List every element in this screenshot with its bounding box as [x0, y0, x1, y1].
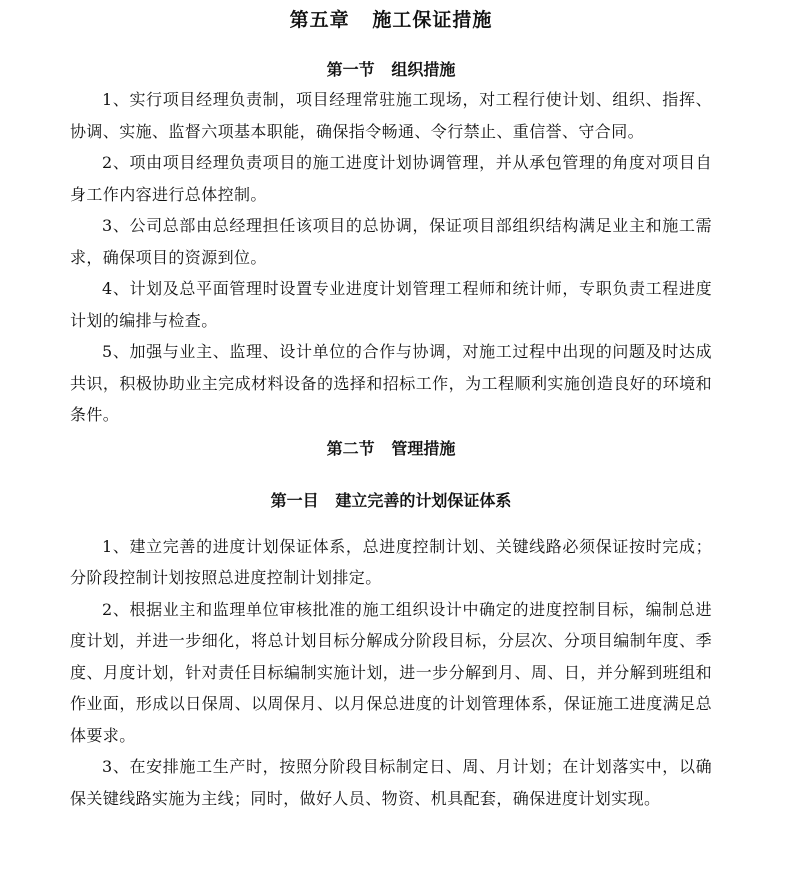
chapter-title: 第五章 施工保证措施	[289, 9, 493, 31]
section-title-organization: 第一节 组织措施	[326, 60, 456, 79]
paragraph: 3、在安排施工生产时，按照分阶段目标制定日、周、月计划；在计划落实中，以确保关键线路实施为主线；同时，做好人员、物资、机具配套，确保进度计划实现。	[70, 757, 712, 808]
paragraph: 2、项由项目经理负责项目的施工进度计划协调管理，并从承包管理的角度对项目自身工作内容进行总体控制。	[70, 153, 712, 204]
subsection-title-plan-system: 第一目 建立完善的计划保证体系	[270, 490, 512, 510]
paragraph: 3、公司总部由总经理担任该项目的总协调，保证项目部组织结构满足业主和施工需求，确保项目的资源到位。	[70, 216, 712, 267]
paragraph: 1、建立完善的进度计划保证体系，总进度控制计划、关键线路必须保证按时完成；分阶段控制计划按照总进度控制计划排定。	[70, 536, 712, 587]
section-title-management: 第二节 管理措施	[326, 438, 456, 458]
subsection-plan-system-body	[70, 531, 712, 815]
paragraph: 4、计划及总平面管理时设置专业进度计划管理工程师和统计师，专职负责工程进度计划的编排与检查。	[70, 279, 712, 330]
paragraph: 2、根据业主和监理单位审核批准的施工组织设计中确定的进度控制目标，编制总进度计划，并进一步细化，将总计划目标分解成分阶段目标，分层次、分项目编制年度、季度、月度计划，针对责任目标编制实施计划，进一步分解到月、周、日，并分解到班组和作业面，形成以日保周、以周保月、以月保总进度的计划管理体系，保证施工进度满足总体要求。	[70, 599, 712, 745]
section-organization-body	[70, 84, 712, 431]
paragraph: 1、实行项目经理负责制，项目经理常驻施工现场，对工程行使计划、组织、指挥、协调、实施、监督六项基本职能，确保指令畅通、令行禁止、重信誉、守合同。	[70, 90, 712, 141]
paragraph: 5、加强与业主、监理、设计单位的合作与协调，对施工过程中出现的问题及时达成共识，积极协助业主完成材料设备的选择和招标工作，为工程顺利实施创造良好的环境和条件。	[70, 342, 712, 424]
document-page	[70, 0, 712, 814]
